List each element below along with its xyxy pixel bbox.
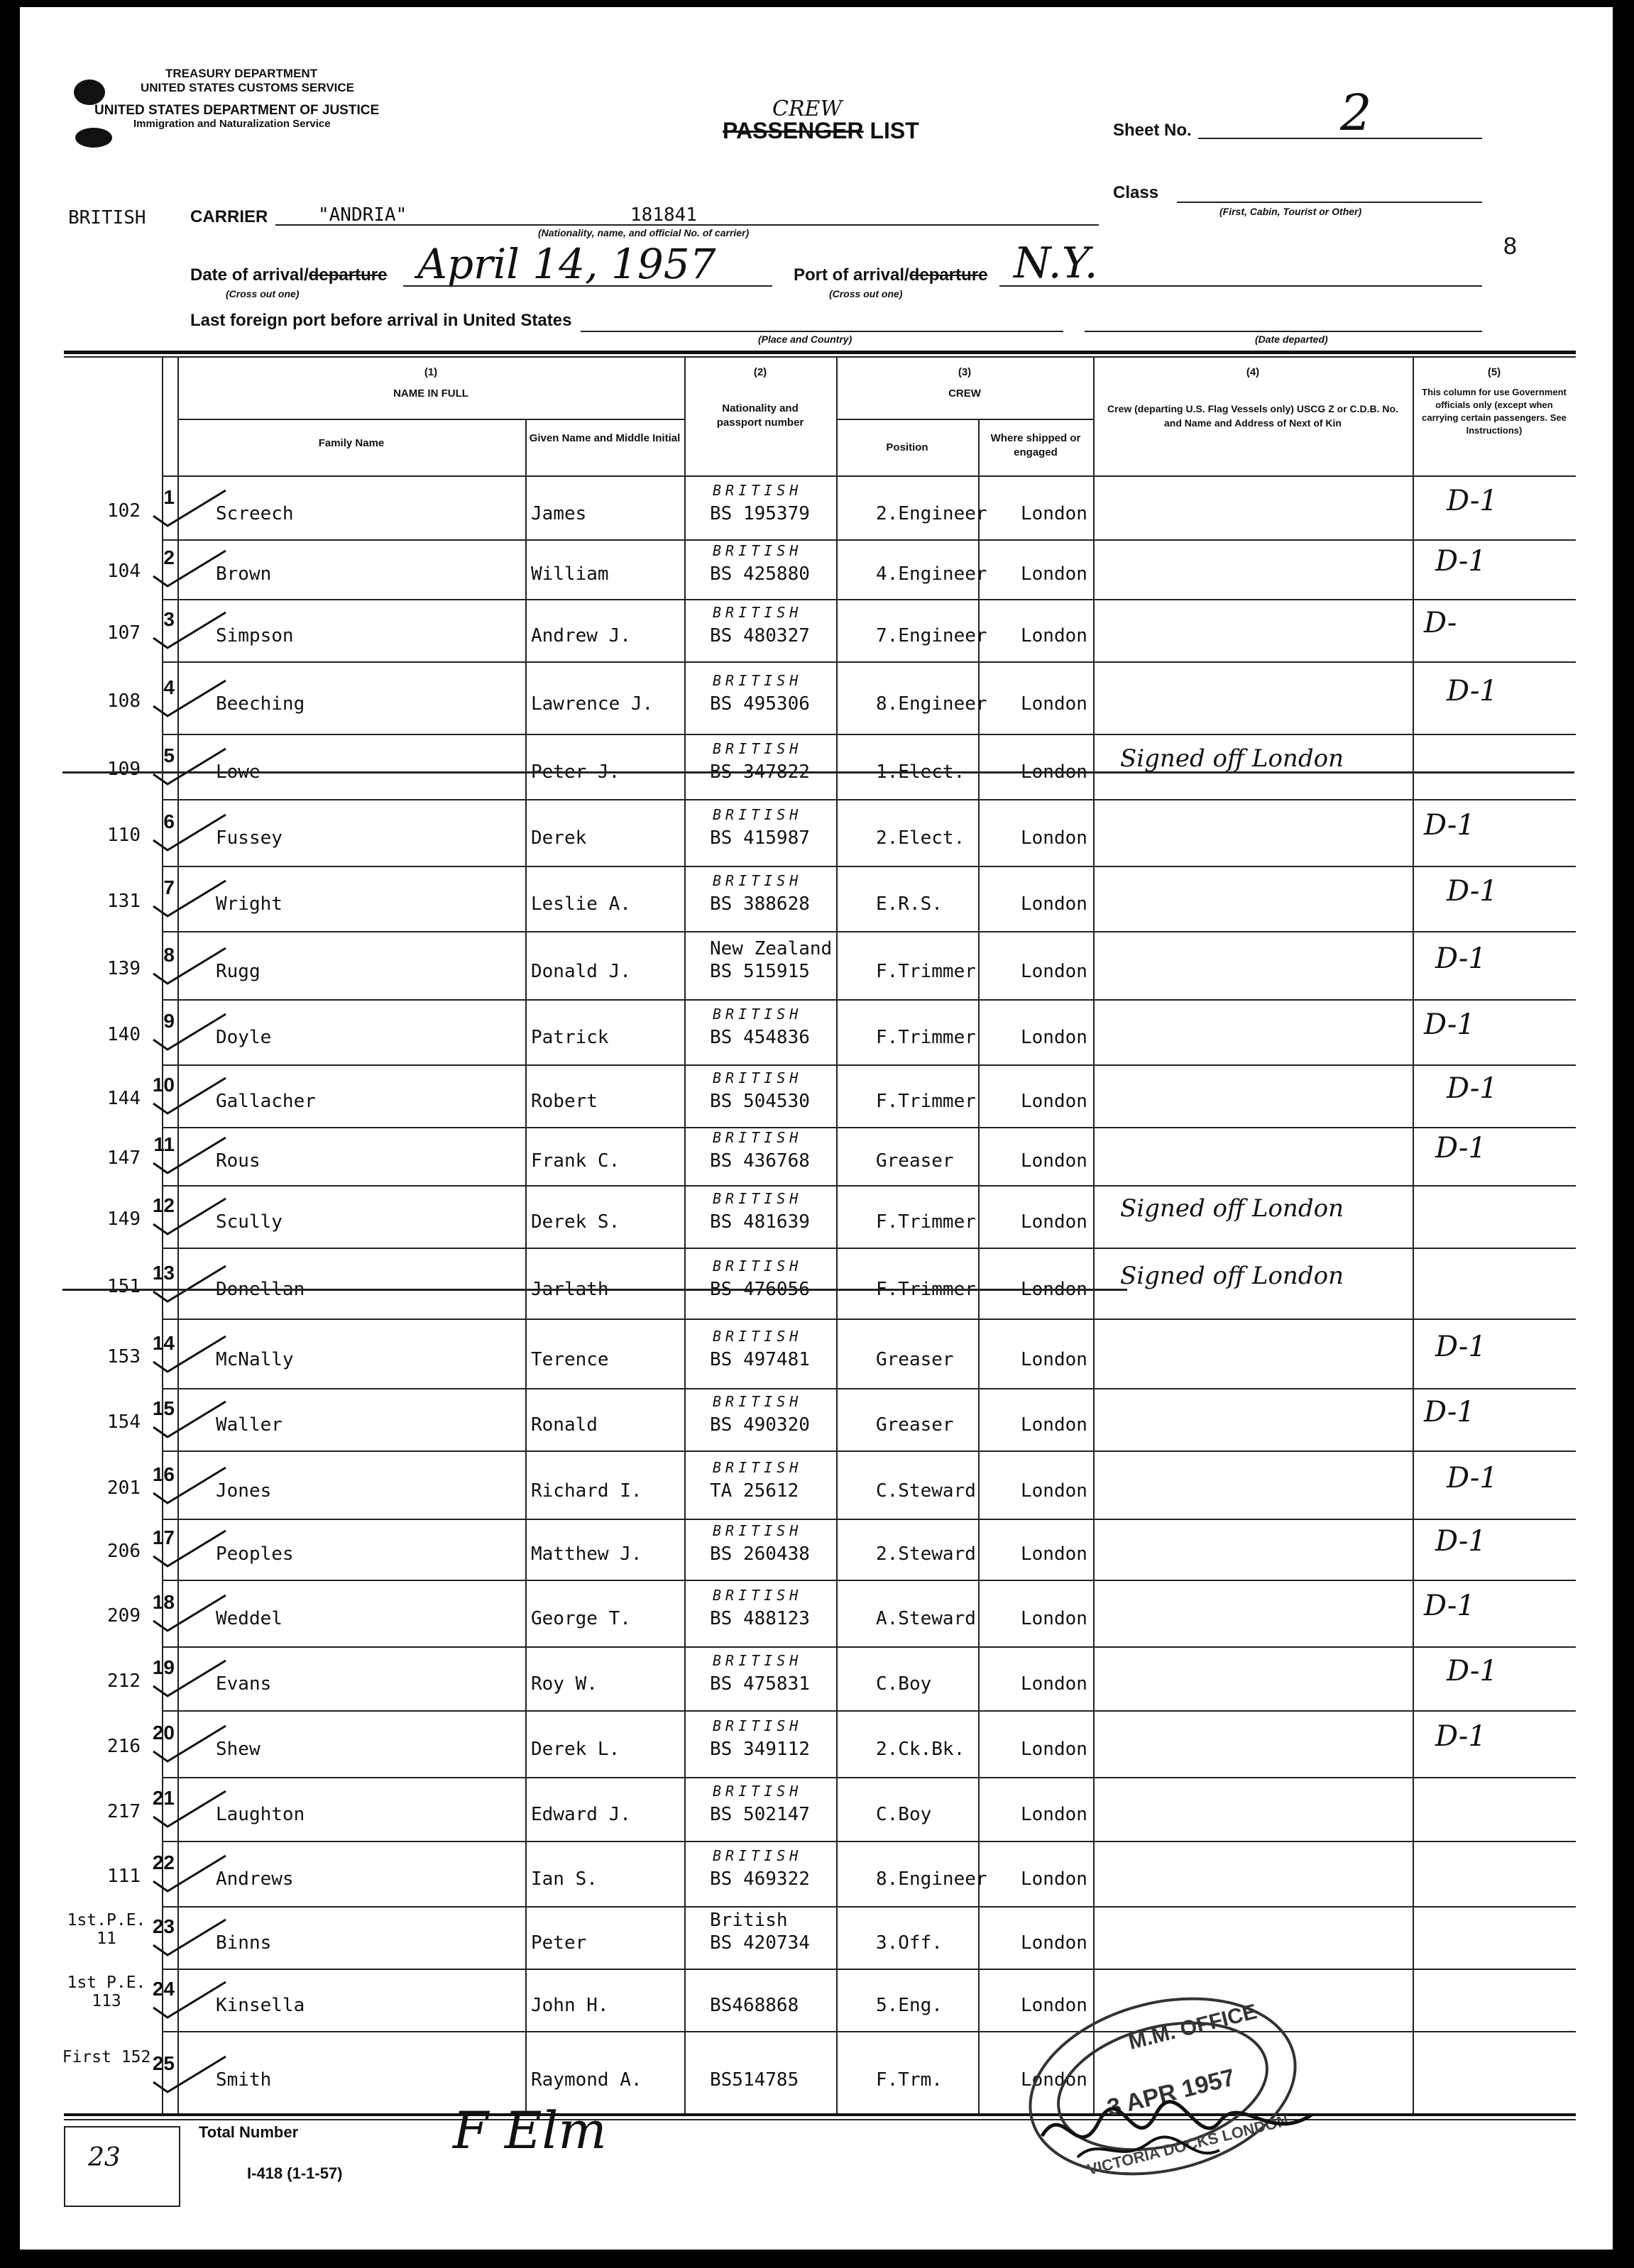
family-name: Beeching [216,693,305,715]
row-ref-number: 153 [107,1345,141,1367]
nationality: BRITISH [713,1522,803,1540]
gov-mark: D-1 [1435,1330,1486,1363]
given-name: Derek L. [531,1739,620,1761]
given-name: James [531,503,587,525]
gov-mark: D-1 [1447,875,1498,908]
row-sequence: 15 [152,1397,175,1419]
nationality: BRITISH [713,1392,803,1410]
nationality: BRITISH [713,1327,803,1345]
family-name: Binns [216,1932,272,1954]
shipped-from: London [1021,1543,1087,1565]
row-note: Signed off London [1120,744,1344,774]
shipped-from: London [1021,1150,1087,1172]
given-name: William [531,563,609,585]
passport-number: BS 415987 [710,827,810,849]
row-sequence: 3 [163,607,175,630]
nationality: BRITISH [713,542,803,560]
given-name: Andrew J. [531,624,631,646]
col2-title: Nationality and passport number [716,402,804,429]
row-sequence: 2 [163,546,175,569]
row-sequence: 1 [163,486,175,509]
shipped-from: London [1021,693,1087,715]
shipped-from: London [1021,1932,1087,1954]
family-name: Scully [216,1211,283,1233]
passport-number: BS 260438 [710,1543,810,1565]
nationality: BRITISH [713,1257,803,1275]
given-name: Ian S. [531,1868,598,1890]
margin-number: 8 [1503,233,1517,260]
nationality: BRITISH [713,603,803,621]
family-name: Fussey [216,827,283,849]
col3-number: (3) [958,366,972,378]
given-name: Richard I. [531,1480,642,1502]
given-name: Donald J. [531,960,631,982]
row-sequence: 13 [152,1262,175,1284]
passport-number: BS 495306 [710,693,810,715]
check-mark-icon [148,1788,233,1831]
passport-number: BS 425880 [710,563,810,585]
nationality: BRITISH [713,1847,803,1865]
gov-mark: D-1 [1447,485,1498,518]
nationality: BRITISH [713,1651,803,1669]
total-box [64,2126,180,2207]
passport-number: BS 347822 [710,761,810,783]
stamp-place: VICTORIA DOCKS LONDON [1085,2111,1290,2179]
gov-mark: D-1 [1447,1654,1498,1688]
col5-title: This column for use Government officials only (except when carrying certain passengers. See Instructions) [1422,387,1567,436]
passport-number: BS 502147 [710,1803,810,1825]
last-port-label: Last foreign port before arrival in United States [190,311,572,330]
check-mark-icon [148,1135,233,1177]
row-ref-number: 109 [107,759,141,781]
row-sequence: 6 [163,810,175,833]
shipped-from: London [1021,624,1087,646]
position: Greaser [876,1414,954,1436]
position: 1.Elect. [876,761,965,783]
col5-number: (5) [1487,366,1501,378]
document-page [20,7,1613,2250]
col4-title: Crew (departing U.S. Flag Vessels only) USCG Z or C.D.B. No. and Name and Address of Next of Kin [1107,403,1398,429]
nationality: British [710,1909,788,1931]
family-name: Waller [216,1414,283,1436]
family-name: Brown [216,563,272,585]
row-sequence: 8 [163,943,175,966]
position: F.Trimmer [876,1027,976,1049]
row-sequence: 4 [163,676,175,699]
row-ref-number: 104 [107,561,141,583]
check-mark-icon [148,488,233,530]
given-name: Frank C. [531,1150,620,1172]
nationality: BRITISH [713,482,803,500]
shipped-from: London [1021,1994,1087,2016]
row-sequence: 19 [152,1656,175,1678]
col2-number: (2) [753,366,767,378]
check-mark-icon [148,1528,233,1570]
gov-mark: D-1 [1424,1395,1475,1428]
shipped-from: London [1021,1739,1087,1761]
check-mark-icon [148,878,233,920]
given-name: Robert [531,1090,598,1112]
nationality: BRITISH [713,1128,803,1146]
position: 5.Eng. [876,1994,943,2016]
shipped-from: London [1021,1348,1087,1370]
given-name: Matthew J. [531,1543,642,1565]
family-name: Lowe [216,761,261,783]
strike-through [62,1289,1127,1291]
row-sequence: 14 [152,1331,175,1354]
nationality: BRITISH [713,1006,803,1023]
gov-mark: D-1 [1424,1008,1475,1042]
check-mark-icon [148,607,233,652]
position: F.Trimmer [876,960,976,982]
shipped-from: London [1021,960,1087,982]
gov-mark: D-1 [1435,1525,1486,1558]
family-name: Donellan [216,1279,305,1300]
gov-mark: D-1 [1447,1072,1498,1105]
given-name: Patrick [531,1027,609,1049]
row-sequence: 7 [163,876,175,899]
row-ref-number: 201 [107,1477,141,1499]
nationality: BRITISH [713,672,803,690]
position: 7.Engineer [876,624,987,646]
position: C.Boy [876,1803,932,1825]
position: F.Trimmer [876,1211,976,1233]
passport-number: BS 476056 [710,1279,810,1300]
sheet-label: Sheet No. [1113,121,1192,140]
check-mark-icon [148,678,233,720]
check-mark-icon [148,1465,233,1507]
family-name: Rugg [216,960,261,982]
given-name: Peter J. [531,761,620,783]
row-sequence: 9 [163,1010,175,1033]
shipped-from: London [1021,1803,1087,1825]
family-name: Weddel [216,1608,283,1630]
col1-title: NAME IN FULL [393,387,468,400]
family-name: Rous [216,1150,261,1172]
family-name: Peoples [216,1543,294,1565]
row-ref-number: 131 [107,891,141,913]
check-mark-icon [148,812,233,854]
crew-insert: CREW [772,97,843,121]
port-struck: departure [909,265,988,285]
row-ref-number: 217 [107,1800,141,1822]
family-name: Smith [216,2069,272,2091]
gov-mark: D-1 [1435,942,1486,975]
port-label-text: Port of arrival/ [794,265,909,285]
form-number: I-418 (1-1-57) [247,2164,343,2182]
family-name: Screech [216,503,294,525]
family-name: Andrews [216,1868,294,1890]
given-name: Raymond A. [531,2069,642,2091]
family-name: Simpson [216,624,294,646]
agency-line-3: UNITED STATES DEPARTMENT OF JUSTICE [94,103,380,118]
check-mark-icon [148,548,233,590]
shipped-from: London [1021,1868,1087,1890]
row-sequence: 23 [152,1915,175,1937]
class-label: Class [1113,183,1159,202]
row-sequence: 25 [152,2052,175,2074]
shipped-from: London [1021,1279,1087,1300]
given-name: Leslie A. [531,893,631,915]
given-name-header: Given Name and Middle Initial [529,432,681,444]
family-name: Laughton [216,1803,305,1825]
row-sequence: 24 [152,1977,175,2000]
carrier-label: CARRIER [190,207,268,226]
row-ref-number: 147 [107,1147,141,1169]
nationality: BRITISH [713,1458,803,1476]
initials: F Elm [453,2101,607,2160]
arrival-label-text: Date of arrival/ [190,265,309,285]
position: 2.Engineer [876,503,987,525]
shipped-header: Where shipped or engaged [990,432,1081,458]
row-sequence: 10 [152,1073,175,1096]
check-mark-icon [148,1917,233,1959]
row-ref-number: 1st.P.E. 11 [67,1910,146,1948]
passport-number: BS 475831 [710,1673,810,1695]
position: 2.Elect. [876,827,965,849]
stamp-date: 3 APR 1957 [1104,2064,1238,2122]
shipped-from: London [1021,827,1087,849]
arrival-struck: departure [308,265,388,285]
row-sequence: 11 [153,1133,175,1155]
gov-mark: D-1 [1435,545,1486,578]
check-mark-icon [148,1333,233,1376]
shipped-from: London [1021,1608,1087,1630]
total-value: 23 [88,2143,121,2172]
position: 2.Ck.Bk. [876,1739,965,1761]
shipped-from: London [1021,563,1087,585]
passport-number: BS 420734 [710,1932,810,1954]
given-name: Derek [531,827,587,849]
row-ref-number: 111 [107,1866,141,1888]
position: F.Trimmer [876,1279,976,1300]
passport-number: BS 488123 [710,1608,810,1630]
nationality: BRITISH [713,1717,803,1735]
check-mark-icon [148,746,233,788]
col1-number: (1) [424,366,438,378]
carrier-hint: (Nationality, name, and official No. of carrier) [538,227,750,238]
given-name: Lawrence J. [531,693,654,715]
row-sequence: 12 [152,1194,175,1216]
given-name: Derek S. [531,1211,620,1233]
carrier-nationality: BRITISH [68,207,146,229]
row-ref-number: 1st P.E. 113 [67,1973,146,2010]
port-value: N.Y. [1014,238,1098,288]
shipped-from: London [1021,1211,1087,1233]
nationality: BRITISH [713,806,803,824]
check-mark-icon [148,1853,233,1895]
row-ref-number: 212 [107,1670,141,1692]
port-cross-out: (Cross out one) [829,288,903,299]
shipped-from: London [1021,2069,1087,2091]
passport-number: BS 480327 [710,624,810,646]
check-mark-icon [148,2054,233,2096]
gov-mark: D-1 [1435,1720,1486,1754]
passport-number: BS 469322 [710,1868,810,1890]
col3-title: CREW [948,387,981,400]
shipped-from: London [1021,761,1087,783]
row-ref-number: 107 [107,622,141,644]
carrier-number: 181841 [630,204,697,226]
position: Greaser [876,1348,954,1370]
given-name: Roy W. [531,1673,598,1695]
col4-number: (4) [1246,366,1260,378]
check-mark-icon [148,1979,233,2022]
shipped-from: London [1021,1090,1087,1112]
given-name: Edward J. [531,1803,631,1825]
passport-number: BS 490320 [710,1414,810,1436]
agency-line-4: Immigration and Naturalization Service [133,118,331,130]
shipped-from: London [1021,893,1087,915]
position: Greaser [876,1150,954,1172]
given-name: Terence [531,1348,609,1370]
given-name: Ronald [531,1414,598,1436]
position-header: Position [886,441,928,453]
nationality: BRITISH [713,1069,803,1086]
passport-number: BS 497481 [710,1348,810,1370]
family-name: McNally [216,1348,294,1370]
family-name: Kinsella [216,1994,305,2016]
passport-number: BS 515915 [710,960,810,982]
family-name: Jones [216,1480,272,1502]
passport-number: BS 436768 [710,1150,810,1172]
given-name: Peter [531,1932,587,1954]
shipped-from: London [1021,1480,1087,1502]
shipped-from: London [1021,503,1087,525]
given-name: John H. [531,1994,609,2016]
shipped-from: London [1021,1673,1087,1695]
check-mark-icon [148,1723,233,1766]
row-sequence: 5 [163,744,175,767]
family-name: Wright [216,893,283,915]
date-departed-hint: (Date departed) [1255,334,1328,345]
nationality: BRITISH [713,1189,803,1207]
position: A.Steward [876,1608,976,1630]
passport-number: BS468868 [710,1994,799,2016]
row-sequence: 17 [152,1526,175,1549]
row-ref-number: 149 [107,1208,141,1230]
position: 8.Engineer [876,693,987,715]
gov-mark: D-1 [1424,809,1475,842]
given-name: George T. [531,1608,631,1630]
position: 8.Engineer [876,1868,987,1890]
check-mark-icon [148,1658,233,1700]
agency-line-1: TREASURY DEPARTMENT [165,67,318,80]
gov-mark: D-1 [1447,1461,1498,1494]
title-struck: PASSENGER [723,118,864,143]
passport-number: TA 25612 [710,1480,799,1502]
row-ref-number: 110 [107,825,141,847]
check-mark-icon [148,1263,233,1306]
title-rest: LIST [870,118,919,143]
row-ref-number: 102 [107,500,141,522]
family-name: Gallacher [216,1090,316,1112]
row-ref-number: 144 [107,1087,141,1109]
passport-number: BS 481639 [710,1211,810,1233]
row-sequence: 18 [152,1591,175,1614]
check-mark-icon [148,1592,233,1635]
row-ref-number: 140 [107,1024,141,1046]
position: E.R.S. [876,893,943,915]
passport-number: BS514785 [710,2069,799,2091]
check-mark-icon [148,1075,233,1118]
passport-number: BS 504530 [710,1090,810,1112]
row-note: Signed off London [1120,1262,1344,1290]
row-ref-number: 108 [107,690,141,712]
passport-number: BS 388628 [710,893,810,915]
class-hint: (First, Cabin, Tourist or Other) [1219,206,1362,217]
nationality: BRITISH [713,740,803,758]
nationality: BRITISH [713,1782,803,1800]
row-ref-number: 216 [107,1736,141,1758]
family-name: Evans [216,1673,272,1695]
place-hint: (Place and Country) [758,334,852,345]
passport-number: BS 454836 [710,1027,810,1049]
passport-number: BS 349112 [710,1739,810,1761]
carrier-name: "ANDRIA" [318,204,407,226]
shipped-from: London [1021,1414,1087,1436]
position: F.Trm. [876,2069,943,2091]
gov-mark: D-1 [1435,1131,1486,1165]
position: 2.Steward [876,1543,976,1565]
nationality: BRITISH [713,872,803,890]
arrival-date: April 14, 1957 [417,240,716,288]
family-name: Shew [216,1739,261,1761]
row-sequence: 21 [152,1786,175,1809]
row-ref-number: First 152 [62,2047,151,2066]
gov-mark: D-1 [1424,1590,1475,1623]
given-name: Jarlath [531,1279,609,1300]
row-sequence: 22 [152,1851,175,1874]
nationality: BRITISH [713,1587,803,1604]
crew-table [20,7,1613,2250]
family-name-header: Family Name [318,437,385,449]
position: 4.Engineer [876,563,987,585]
position: C.Steward [876,1480,976,1502]
row-note: Signed off London [1120,1194,1344,1223]
row-sequence: 16 [152,1463,175,1485]
row-ref-number: 139 [107,957,141,979]
agency-line-2: UNITED STATES CUSTOMS SERVICE [141,81,355,94]
position: 3.Off. [876,1932,943,1954]
check-mark-icon [148,945,233,988]
position: F.Trimmer [876,1090,976,1112]
passport-number: BS 195379 [710,503,810,525]
check-mark-icon [148,1011,233,1054]
sheet-value: 2 [1340,84,1372,142]
check-mark-icon [148,1399,233,1441]
row-ref-number: 151 [107,1276,141,1297]
strike-through [62,771,1574,774]
row-ref-number: 154 [107,1411,141,1433]
gov-mark: D- [1424,606,1457,639]
signature-scribble [1035,2093,1319,2171]
check-mark-icon [148,1196,233,1238]
row-ref-number: 209 [107,1605,141,1627]
nationality: New Zealand [710,937,833,959]
row-sequence: 20 [152,1722,175,1744]
gov-mark: D-1 [1447,675,1498,708]
family-name: Doyle [216,1027,272,1049]
total-label: Total Number [199,2123,299,2141]
stamp-office: M.M. OFFICE [1126,2000,1260,2054]
position: C.Boy [876,1673,932,1695]
shipped-from: London [1021,1027,1087,1049]
row-ref-number: 206 [107,1541,141,1563]
arrival-cross-out: (Cross out one) [226,288,300,299]
